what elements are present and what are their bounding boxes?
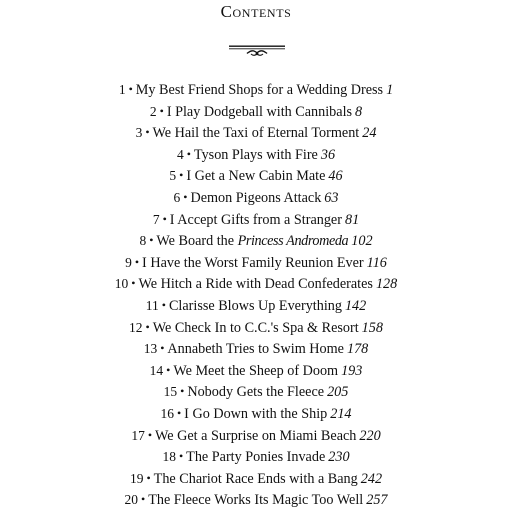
- toc-entry[interactable]: [0, 230, 512, 252]
- chapter-number: 19: [129, 470, 144, 486]
- ornament-divider-icon: [229, 43, 285, 57]
- chapter-number: 7: [152, 211, 160, 227]
- toc-entry[interactable]: [0, 489, 512, 511]
- chapter-title: The Chariot Race Ends with a Bang: [153, 470, 358, 487]
- bullet: •: [131, 276, 136, 291]
- chapter-title: I Have the Worst Family Reunion Ever: [142, 254, 364, 271]
- chapter-number: 15: [163, 384, 178, 400]
- chapter-title: Annabeth Tries to Swim Home: [167, 341, 344, 358]
- page-number: 63: [324, 189, 339, 206]
- chapter-title: Tyson Plays with Fire: [193, 146, 318, 163]
- chapter-number: 18: [162, 449, 176, 465]
- toc-entry[interactable]: [0, 79, 512, 101]
- bullet: •: [178, 449, 184, 464]
- page-number: 205: [327, 384, 349, 401]
- page-number: 220: [359, 427, 381, 444]
- page-number: 116: [366, 254, 387, 271]
- toc-entry[interactable]: [0, 425, 512, 447]
- toc-entry[interactable]: [0, 446, 512, 468]
- chapter-title: I Accept Gifts from a Stranger: [169, 211, 342, 228]
- page-number: 142: [344, 297, 367, 314]
- chapter-number: 5: [169, 168, 177, 184]
- chapter-number: 3: [135, 125, 143, 141]
- chapter-number: 6: [173, 189, 181, 205]
- toc-entry[interactable]: [0, 101, 512, 123]
- toc-entry[interactable]: [0, 144, 512, 166]
- chapter-number: 11: [145, 297, 159, 313]
- chapter-number: 1: [118, 82, 126, 97]
- chapter-number: 4: [176, 146, 184, 162]
- bullet: •: [146, 470, 151, 485]
- toc-entry[interactable]: [0, 187, 512, 209]
- page-number: 242: [360, 470, 383, 487]
- chapter-title: I Get a New Cabin Mate: [186, 168, 326, 185]
- chapter-title: Clarisse Blows Up Everything: [168, 297, 342, 314]
- chapter-title: The Party Ponies Invade: [186, 449, 326, 466]
- chapter-number: 13: [143, 341, 158, 357]
- bullet: •: [183, 189, 188, 204]
- toc-entry[interactable]: [0, 317, 512, 339]
- toc-entry[interactable]: [0, 403, 512, 425]
- bullet: •: [145, 319, 150, 334]
- toc-entry[interactable]: [0, 468, 512, 490]
- toc-entry[interactable]: [0, 273, 512, 295]
- page-number: 46: [328, 168, 343, 185]
- bullet: •: [128, 82, 133, 96]
- toc-entry[interactable]: [0, 381, 512, 403]
- bullet: •: [134, 254, 140, 269]
- chapter-title: Nobody Gets the Fleece: [187, 384, 325, 401]
- bullet: •: [166, 362, 171, 377]
- chapter-number: 20: [124, 492, 138, 508]
- chapter-title: I Play Dodgeball with Cannibals: [166, 103, 353, 120]
- page-number: 214: [330, 405, 352, 422]
- table-of-contents: [0, 79, 512, 511]
- bullet: •: [176, 405, 182, 420]
- bullet: •: [162, 211, 167, 226]
- bullet: •: [180, 384, 185, 399]
- bullet: •: [161, 297, 166, 312]
- chapter-title: We Meet the Sheep of Doom: [173, 362, 339, 379]
- chapter-number: 16: [160, 405, 174, 421]
- chapter-title: We Hail the Taxi of Eternal Torment: [152, 125, 360, 142]
- chapter-title: Demon Pigeons Attack: [190, 189, 322, 206]
- bullet: •: [159, 103, 164, 118]
- page-title: Contents: [220, 2, 292, 21]
- bullet: •: [160, 341, 165, 356]
- page-number: 102: [351, 233, 373, 250]
- bullet: •: [147, 427, 153, 442]
- toc-entry[interactable]: [0, 295, 512, 317]
- chapter-number: 9: [125, 254, 132, 270]
- bullet: •: [179, 168, 184, 183]
- chapter-number: 17: [131, 427, 145, 443]
- chapter-number: 8: [139, 233, 147, 249]
- page-number: 81: [344, 211, 360, 228]
- toc-entry[interactable]: [0, 165, 512, 187]
- ship-name: Princess Andromeda: [237, 233, 349, 250]
- page-number: 257: [366, 492, 388, 509]
- chapter-number: 10: [114, 276, 129, 292]
- chapter-title: My Best Friend Shops for a Wedding Dress: [135, 82, 384, 98]
- toc-entry[interactable]: [0, 252, 512, 274]
- page-number: 178: [346, 341, 369, 358]
- page-number: 193: [341, 362, 363, 379]
- page-number: 158: [361, 319, 383, 336]
- bullet: •: [149, 233, 154, 248]
- page-number: 128: [375, 276, 398, 293]
- toc-entry[interactable]: [0, 338, 512, 360]
- chapter-number: 14: [149, 362, 164, 378]
- toc-entry[interactable]: [0, 360, 512, 382]
- chapter-title: We Board the: [156, 233, 235, 250]
- bullet: •: [186, 146, 191, 161]
- bullet: •: [145, 125, 150, 140]
- toc-entry[interactable]: [0, 122, 512, 144]
- page-number: 8: [355, 103, 363, 120]
- chapter-number: 12: [129, 319, 143, 335]
- chapter-title: We Hitch a Ride with Dead Confederates: [138, 276, 373, 293]
- chapter-title: We Get a Surprise on Miami Beach: [155, 427, 357, 444]
- page-number: 230: [328, 449, 350, 466]
- chapter-title: I Go Down with the Ship: [184, 405, 328, 422]
- page-number: 1: [386, 82, 394, 98]
- chapter-number: 2: [149, 103, 157, 119]
- chapter-title: We Check In to C.C.'s Spa & Resort: [152, 319, 359, 336]
- page-number: 24: [362, 125, 377, 142]
- toc-entry[interactable]: [0, 209, 512, 231]
- page-number: 36: [320, 146, 336, 163]
- chapter-title: The Fleece Works Its Magic Too Well: [148, 492, 364, 509]
- bullet: •: [141, 492, 146, 507]
